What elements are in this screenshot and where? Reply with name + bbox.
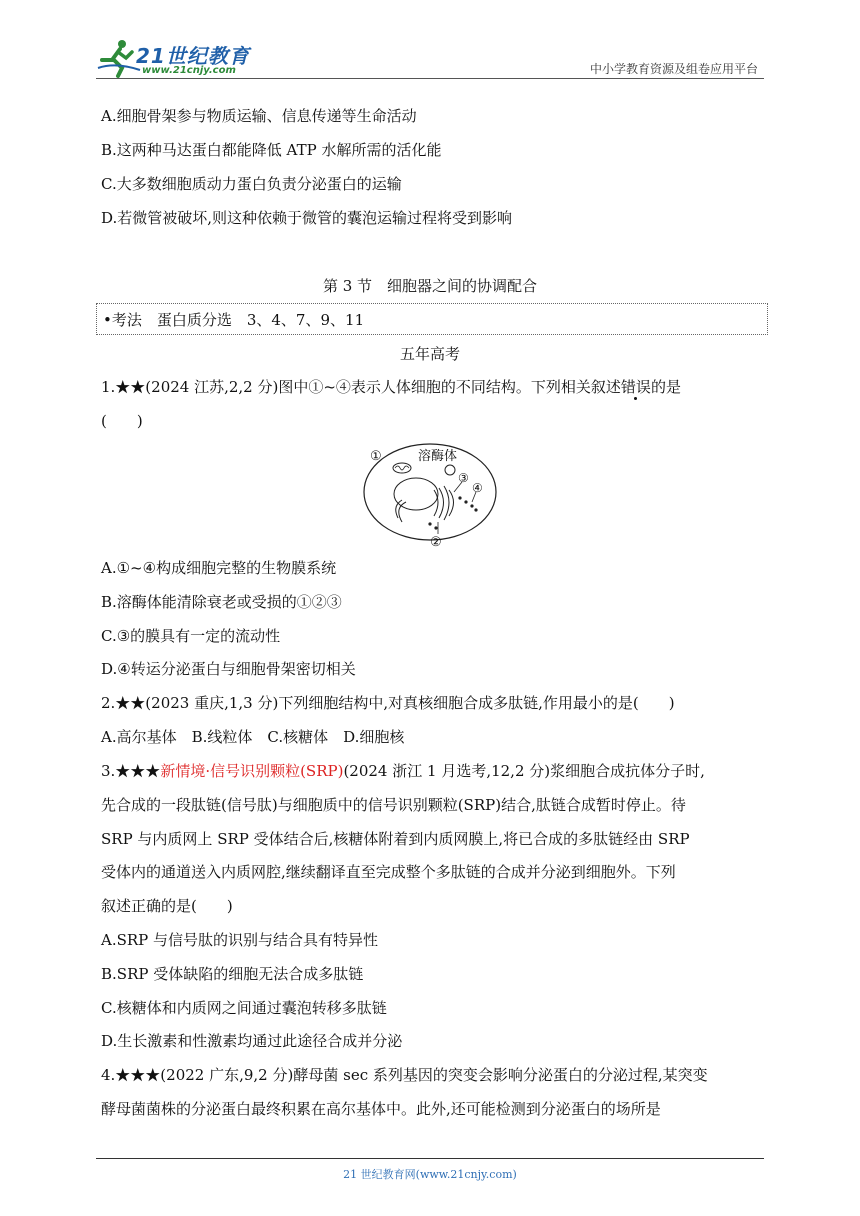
q4-stem-line1: 4.★★★(2022 广东,9,2 分)酵母菌 sec 系列基因的突变会影响分泌蛋白的分泌过程,某突变 xyxy=(101,1066,708,1084)
q3-option-c: C.核糖体和内质网之间通过囊泡转移多肽链 xyxy=(101,999,387,1017)
kaofa-text: •考法 蛋白质分选 3、4、7、9、11 xyxy=(103,311,365,329)
q3-stem-line3: SRP 与内质网上 SRP 受体结合后,核糖体附着到内质网膜上,将已合成的多肽链经由 SRP xyxy=(101,830,690,848)
prev-option-a: A.细胞骨架参与物质运输、信息传递等生命活动 xyxy=(101,107,417,125)
platform-name: 中小学教育资源及组卷应用平台 xyxy=(589,62,758,76)
kaofa-box xyxy=(96,303,768,335)
section-title: 第 3 节 细胞器之间的协调配合 xyxy=(322,277,538,295)
header-divider xyxy=(96,78,764,79)
footer-divider xyxy=(96,1158,764,1159)
cell-diagram xyxy=(362,440,502,548)
subsection-title: 五年高考 xyxy=(399,345,460,363)
q1-stem-line2: ( ) xyxy=(101,412,143,430)
q1-stem-a: 1.★★(2024 江苏,2,2 分)图中①~④表示人体细胞的不同结构。下列相关叙述 xyxy=(101,378,621,396)
q3-stem-line2: 先合成的一段肽链(信号肽)与细胞质中的信号识别颗粒(SRP)结合,肽链合成暂时停止。待 xyxy=(101,796,686,814)
page-header xyxy=(96,36,764,80)
q3-line1-rest: (2024 浙江 1 月选考,12,2 分)浆细胞合成抗体分子时, xyxy=(343,762,705,780)
q1-option-c: C.③的膜具有一定的流动性 xyxy=(101,627,281,645)
q1-stem-b: 的是 xyxy=(650,378,681,396)
q3-stem-line5: 叙述正确的是( ) xyxy=(101,897,233,915)
q3-stem-line1 xyxy=(101,761,705,781)
logo-url: www.21cnjy.com xyxy=(142,65,236,76)
diagram-label-lysosome: 溶酶体 xyxy=(418,449,458,464)
diagram-label-1: ① xyxy=(370,449,382,464)
q1-stem-emph: 错误 xyxy=(620,378,651,396)
prev-option-b: B.这两种马达蛋白都能降低 ATP 水解所需的活化能 xyxy=(101,141,442,159)
q3-option-a: A.SRP 与信号肽的识别与结合具有特异性 xyxy=(101,931,379,949)
diagram-label-4: ④ xyxy=(472,481,483,495)
diagram-label-3: ③ xyxy=(458,471,469,485)
logo-text: 21世纪教育 xyxy=(136,44,250,68)
q3-option-d: D.生长激素和性激素均通过此途径合成并分泌 xyxy=(101,1032,403,1050)
prev-option-c: C.大多数细胞质动力蛋白负责分泌蛋白的运输 xyxy=(101,175,402,193)
q1-stem-line1 xyxy=(101,377,681,397)
q3-prefix: 3.★★★ xyxy=(101,762,161,780)
q2-stem: 2.★★(2023 重庆,1,3 分)下列细胞结构中,对真核细胞合成多肽链,作用最小的是( ) xyxy=(101,694,675,712)
logo xyxy=(96,36,266,80)
q3-tag: 新情境·信号识别颗粒(SRP) xyxy=(160,762,344,780)
q4-stem-line2: 酵母菌菌株的分泌蛋白最终积累在高尔基体中。此外,还可能检测到分泌蛋白的场所是 xyxy=(101,1100,661,1118)
q1-option-a: A.①~④构成细胞完整的生物膜系统 xyxy=(101,559,337,577)
page-footer: 21 世纪教育网(www.21cnjy.com) xyxy=(343,1168,517,1181)
q3-option-b: B.SRP 受体缺陷的细胞无法合成多肽链 xyxy=(101,965,364,983)
q2-options: A.高尔基体 B.线粒体 C.核糖体 D.细胞核 xyxy=(101,728,405,746)
q3-stem-line4: 受体内的通道送入内质网腔,继续翻译直至完成整个多肽链的合成并分泌到细胞外。下列 xyxy=(101,863,676,881)
q1-option-d: D.④转运分泌蛋白与细胞骨架密切相关 xyxy=(101,660,356,678)
prev-option-d: D.若微管被破坏,则这种依赖于微管的囊泡运输过程将受到影响 xyxy=(101,209,513,227)
q1-option-b: B.溶酶体能清除衰老或受损的①②③ xyxy=(101,593,342,611)
diagram-label-2: ② xyxy=(430,535,442,548)
